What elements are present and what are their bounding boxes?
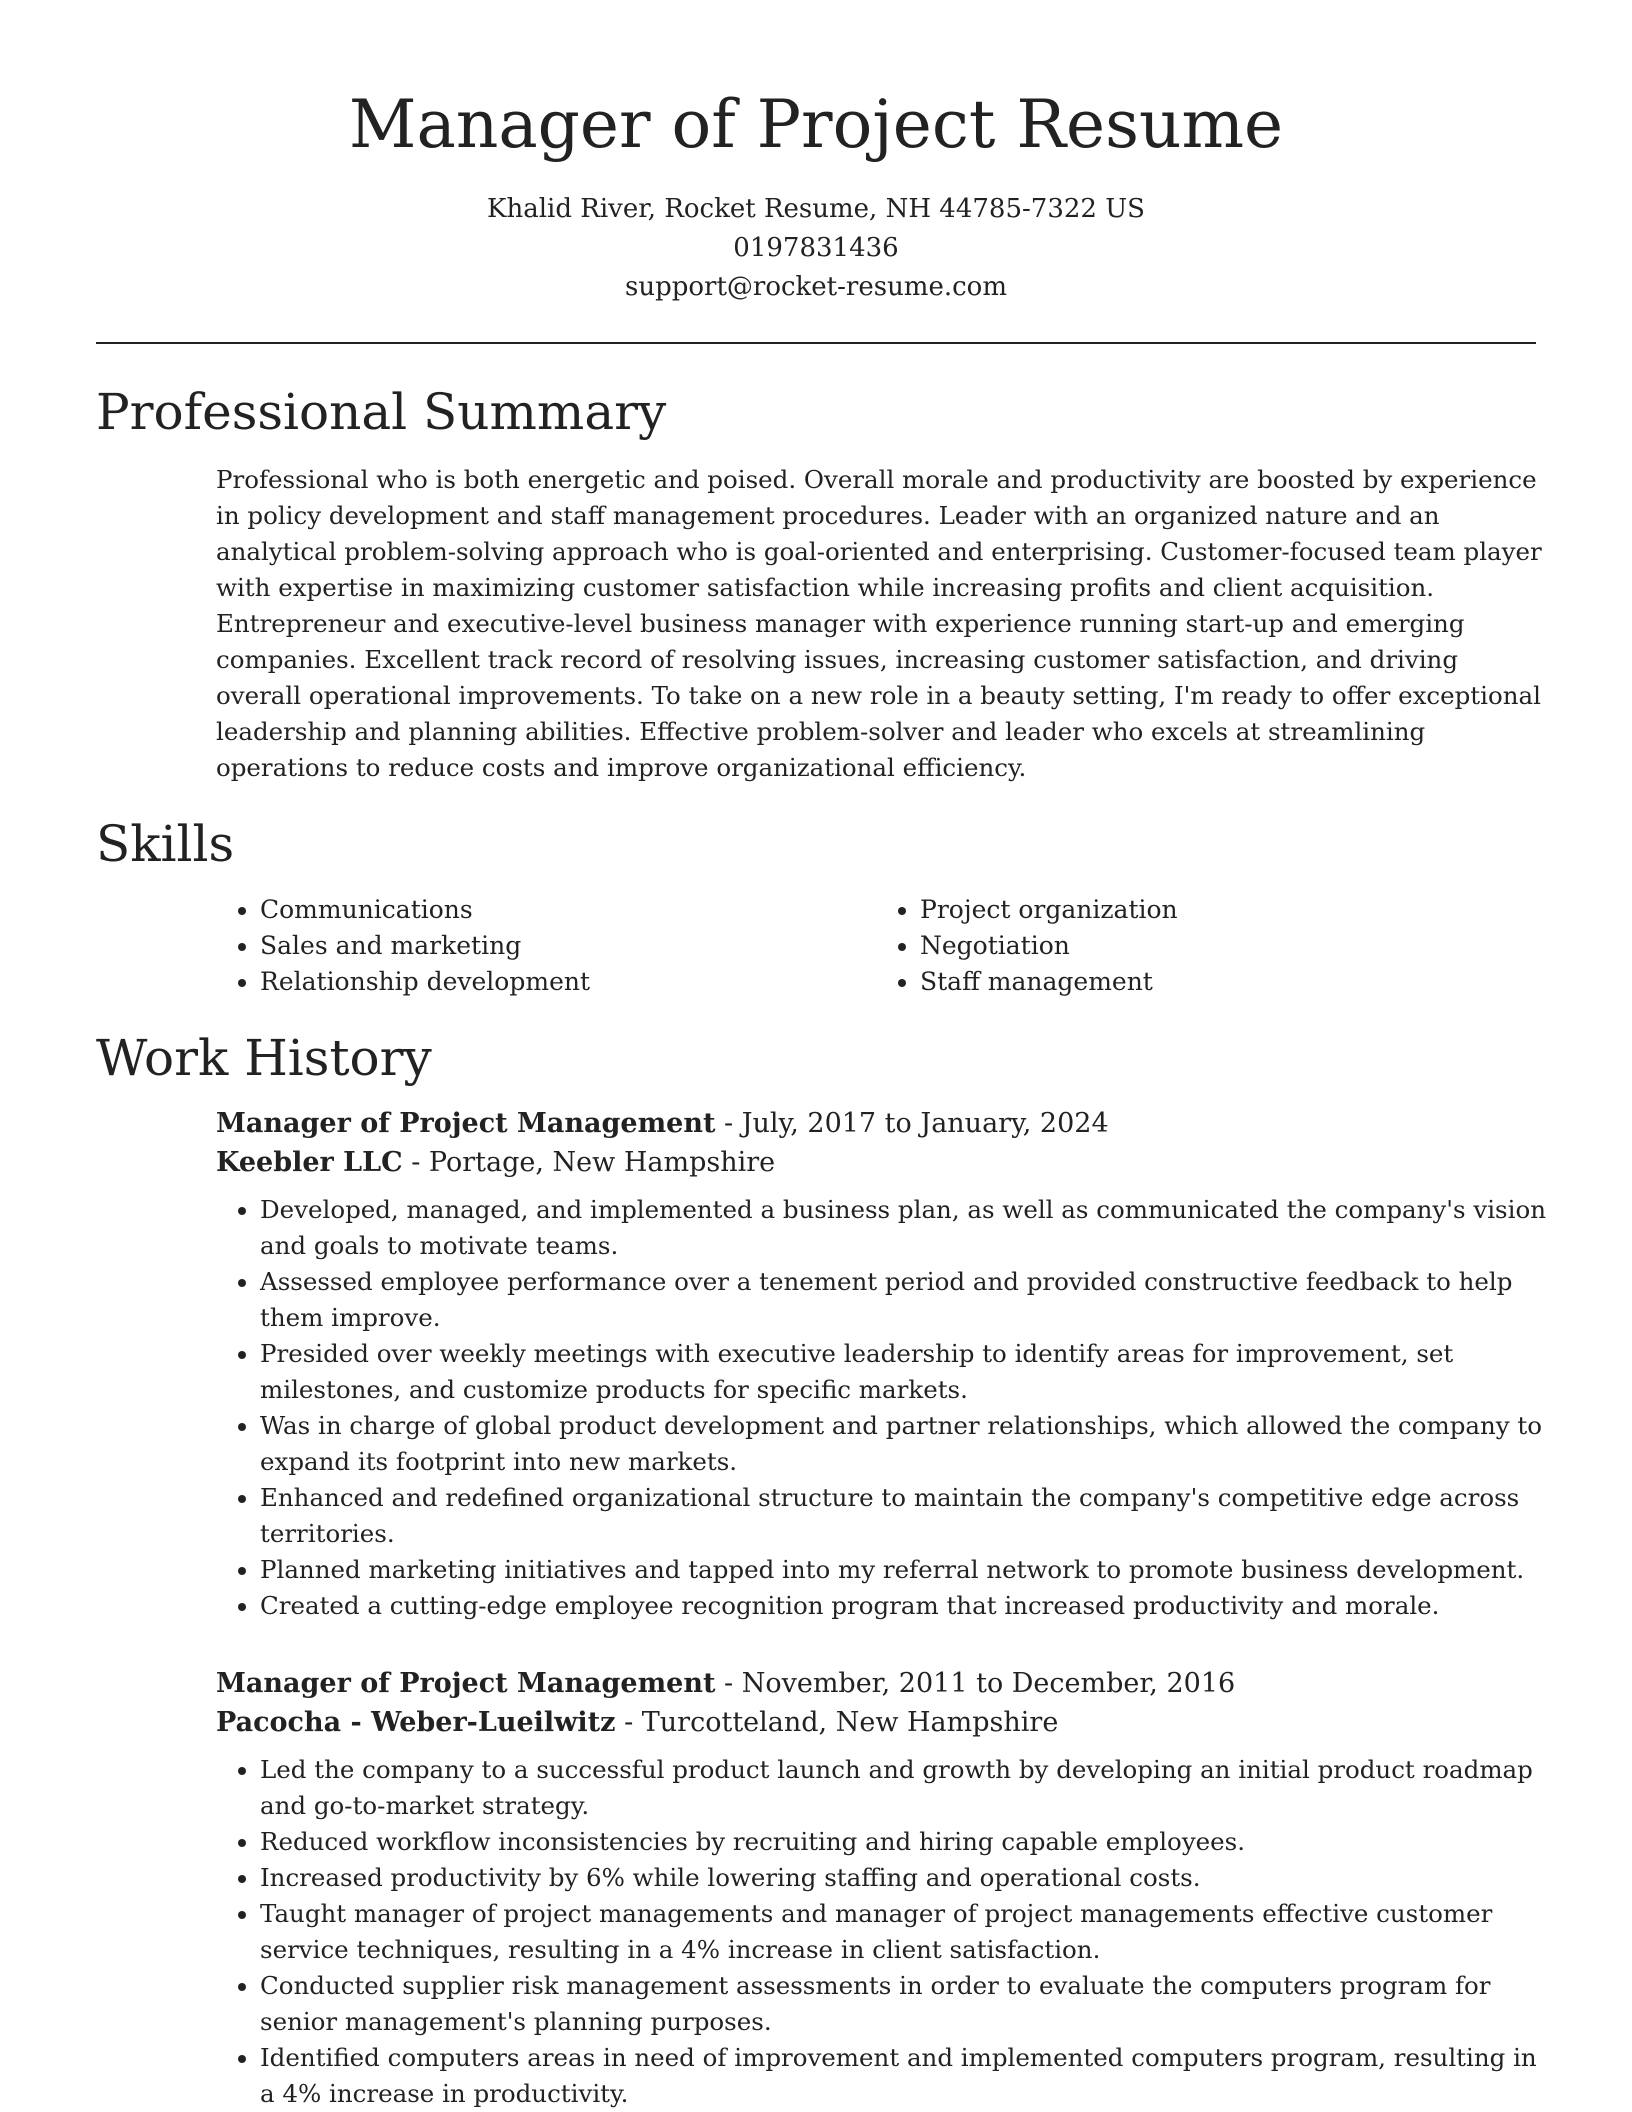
contact-email: support@rocket-resume.com (624, 272, 1007, 302)
job-company-line (216, 1703, 1546, 1742)
skills-heading: Skills (96, 815, 235, 873)
contact-info (0, 190, 1632, 307)
skill-item: • Sales and marketing (260, 928, 876, 964)
header-divider (96, 342, 1536, 344)
job-bullet: • Was in charge of global product development and partner relationships, which allowed the company to expand its footprint into new markets. (260, 1408, 1546, 1480)
job-company: Keebler LLC (216, 1147, 403, 1178)
job-dates: - November, 2011 to December, 2016 (715, 1668, 1236, 1699)
job-bullets (216, 1192, 1546, 1624)
skill-item: • Communications (260, 892, 876, 928)
contact-phone: 0197831436 (733, 233, 899, 263)
job-bullet: • Reduced workflow inconsistencies by recruiting and hiring capable employees. (260, 1824, 1546, 1860)
job-bullet: • Increased productivity by 6% while lowering staffing and operational costs. (260, 1860, 1546, 1896)
job-location: - Turcotteland, New Hampshire (615, 1707, 1059, 1738)
job-bullets (216, 1752, 1546, 2112)
job-bullet: • Created a cutting-edge employee recognition program that increased productivity and morale. (260, 1588, 1546, 1624)
summary-heading: Professional Summary (96, 383, 667, 441)
job-bullet: • Planned marketing initiatives and tapped into my referral network to promote business development. (260, 1552, 1546, 1588)
job-dates: - July, 2017 to January, 2024 (715, 1108, 1109, 1139)
job-bullet: • Assessed employee performance over a tenement period and provided constructive feedback to help them improve. (260, 1264, 1546, 1336)
skill-item: • Negotiation (920, 928, 1536, 964)
job-entry (216, 1664, 1546, 2112)
skill-item: • Staff management (920, 964, 1536, 1000)
job-title-line (216, 1104, 1546, 1143)
job-title-line (216, 1664, 1546, 1703)
work-history-heading: Work History (96, 1029, 432, 1087)
job-bullet: • Conducted supplier risk management assessments in order to evaluate the computers program for senior management's planning purposes. (260, 1968, 1546, 2040)
job-title: Manager of Project Management (216, 1108, 716, 1139)
skills-column-right (876, 892, 1536, 1000)
job-bullet: • Led the company to a successful product launch and growth by developing an initial product roadmap and go-to-market strategy. (260, 1752, 1546, 1824)
job-bullet: • Taught manager of project managements and manager of project managements effective customer service techniques, resulting in a 4% increase in client satisfaction. (260, 1896, 1546, 1968)
job-bullet: • Developed, managed, and implemented a business plan, as well as communicated the company's vision and goals to motivate teams. (260, 1192, 1546, 1264)
job-entry (216, 1104, 1546, 1624)
summary-text: Professional who is both energetic and poised. Overall morale and productivity are boosted by experience in policy development and staff management procedures. Leader with an organized nature and an analytical problem-solving approach who is goal-oriented and enterprising. Customer-focused team player with expertise in maximizing customer satisfaction while increasing profits and client acquisition. Entrepreneur and executive-level business manager with experience running start-up and emerging companies. Excellent track record of resolving issues, increasing customer satisfaction, and driving overall operational improvements. To take on a new role in a beauty setting, I'm ready to offer exceptional leadership and planning abilities. Effective problem-solver and leader who excels at streamlining operations to reduce costs and improve organizational efficiency. (216, 465, 1542, 782)
job-bullet: • Identified computers areas in need of improvement and implemented computers program, resulting in a 4% increase in productivity. (260, 2040, 1546, 2112)
skills-list (216, 892, 1536, 1000)
skill-item: • Project organization (920, 892, 1536, 928)
job-bullet: • Presided over weekly meetings with executive leadership to identify areas for improvement, set milestones, and customize products for specific markets. (260, 1336, 1546, 1408)
job-location: - Portage, New Hampshire (402, 1147, 776, 1178)
job-title: Manager of Project Management (216, 1668, 716, 1699)
skills-column-left (216, 892, 876, 1000)
resume-title: Manager of Project Resume (348, 86, 1284, 163)
contact-address: Khalid River, Rocket Resume, NH 44785-7322 US (487, 194, 1145, 224)
skill-item: • Relationship development (260, 964, 876, 1000)
job-bullet: • Enhanced and redefined organizational structure to maintain the company's competitive edge across territories. (260, 1480, 1546, 1552)
job-company-line (216, 1143, 1546, 1182)
job-company: Pacocha - Weber-Lueilwitz (216, 1707, 616, 1738)
